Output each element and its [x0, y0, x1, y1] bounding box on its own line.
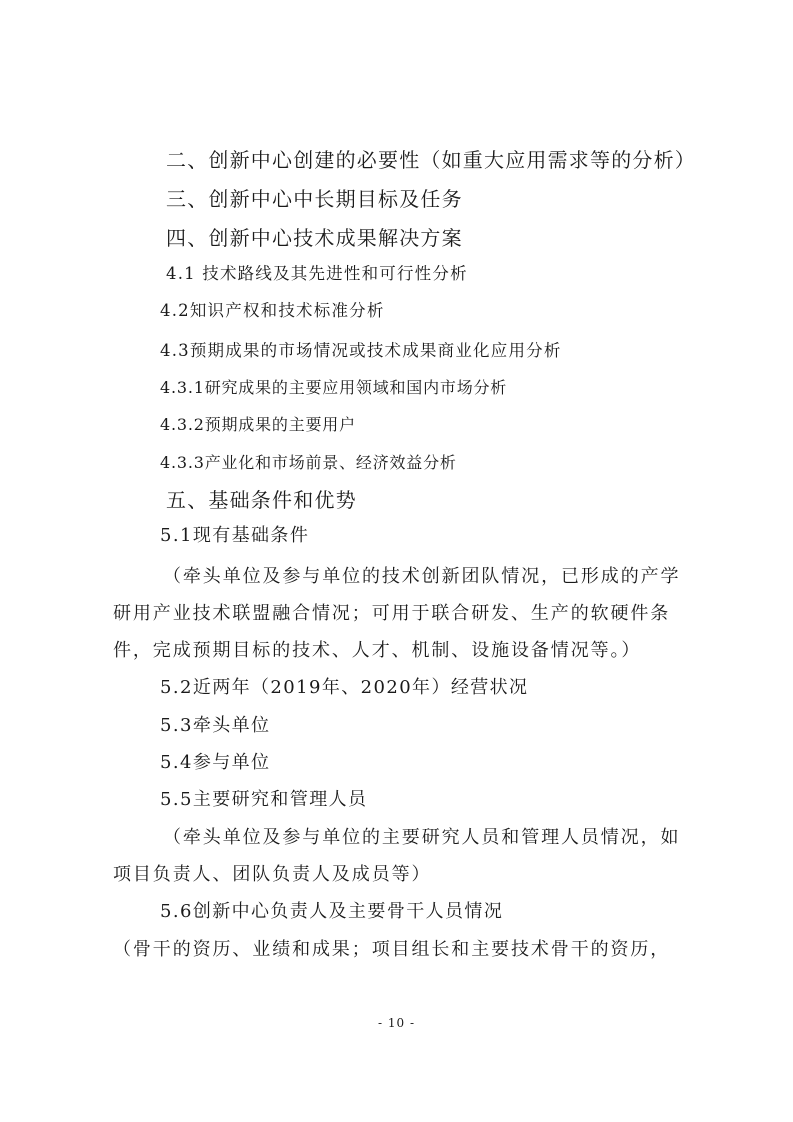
subsection-4-2: 4.2知识产权和技术标准分析	[160, 301, 385, 320]
section-heading-3: 三、创新中心中长期目标及任务	[166, 187, 463, 211]
subsection-5-1: 5.1现有基础条件	[160, 525, 310, 546]
paragraph-5-1-line-2: 研用产业技术联盟融合情况；可用于联合研发、生产的软硬件条	[113, 603, 671, 624]
subsection-4-3-3: 4.3.3产业化和市场前景、经济效益分析	[160, 453, 457, 472]
subsection-5-6: 5.6创新中心负责人及主要骨干人员情况	[160, 901, 504, 922]
subsection-5-3: 5.3牵头单位	[160, 715, 271, 736]
section-heading-4: 四、创新中心技术成果解决方案	[166, 226, 463, 250]
subsection-5-5: 5.5主要研究和管理人员	[160, 789, 368, 810]
paragraph-5-5-line-1: （牵头单位及参与单位的主要研究人员和管理人员情况，如	[163, 827, 681, 848]
paragraph-5-6-line-1: （骨干的资历、业绩和成果；项目组长和主要技术骨干的资历，	[113, 939, 671, 960]
page-number: - 10 -	[377, 1016, 415, 1030]
subsection-4-3-1: 4.3.1研究成果的主要应用领域和国内市场分析	[160, 378, 508, 397]
subsection-4-3: 4.3预期成果的市场情况或技术成果商业化应用分析	[160, 341, 562, 360]
section-heading-5: 五、基础条件和优势	[166, 488, 357, 512]
subsection-5-2: 5.2近两年（2019年、2020年）经营状况	[160, 677, 529, 698]
subsection-4-3-2: 4.3.2预期成果的主要用户	[160, 415, 356, 434]
subsection-4-1: 4.1 技术路线及其先进性和可行性分析	[166, 264, 468, 283]
subsection-5-4: 5.4参与单位	[160, 752, 271, 773]
paragraph-5-1-line-1: （牵头单位及参与单位的技术创新团队情况，已形成的产学	[163, 566, 681, 587]
paragraph-5-5-line-2: 项目负责人、团队负责人及成员等）	[113, 864, 432, 885]
section-heading-2: 二、创新中心创建的必要性（如重大应用需求等的分析）	[166, 148, 696, 172]
paragraph-5-1-line-3: 件，完成预期目标的技术、人才、机制、设施设备情况等。）	[113, 640, 642, 661]
